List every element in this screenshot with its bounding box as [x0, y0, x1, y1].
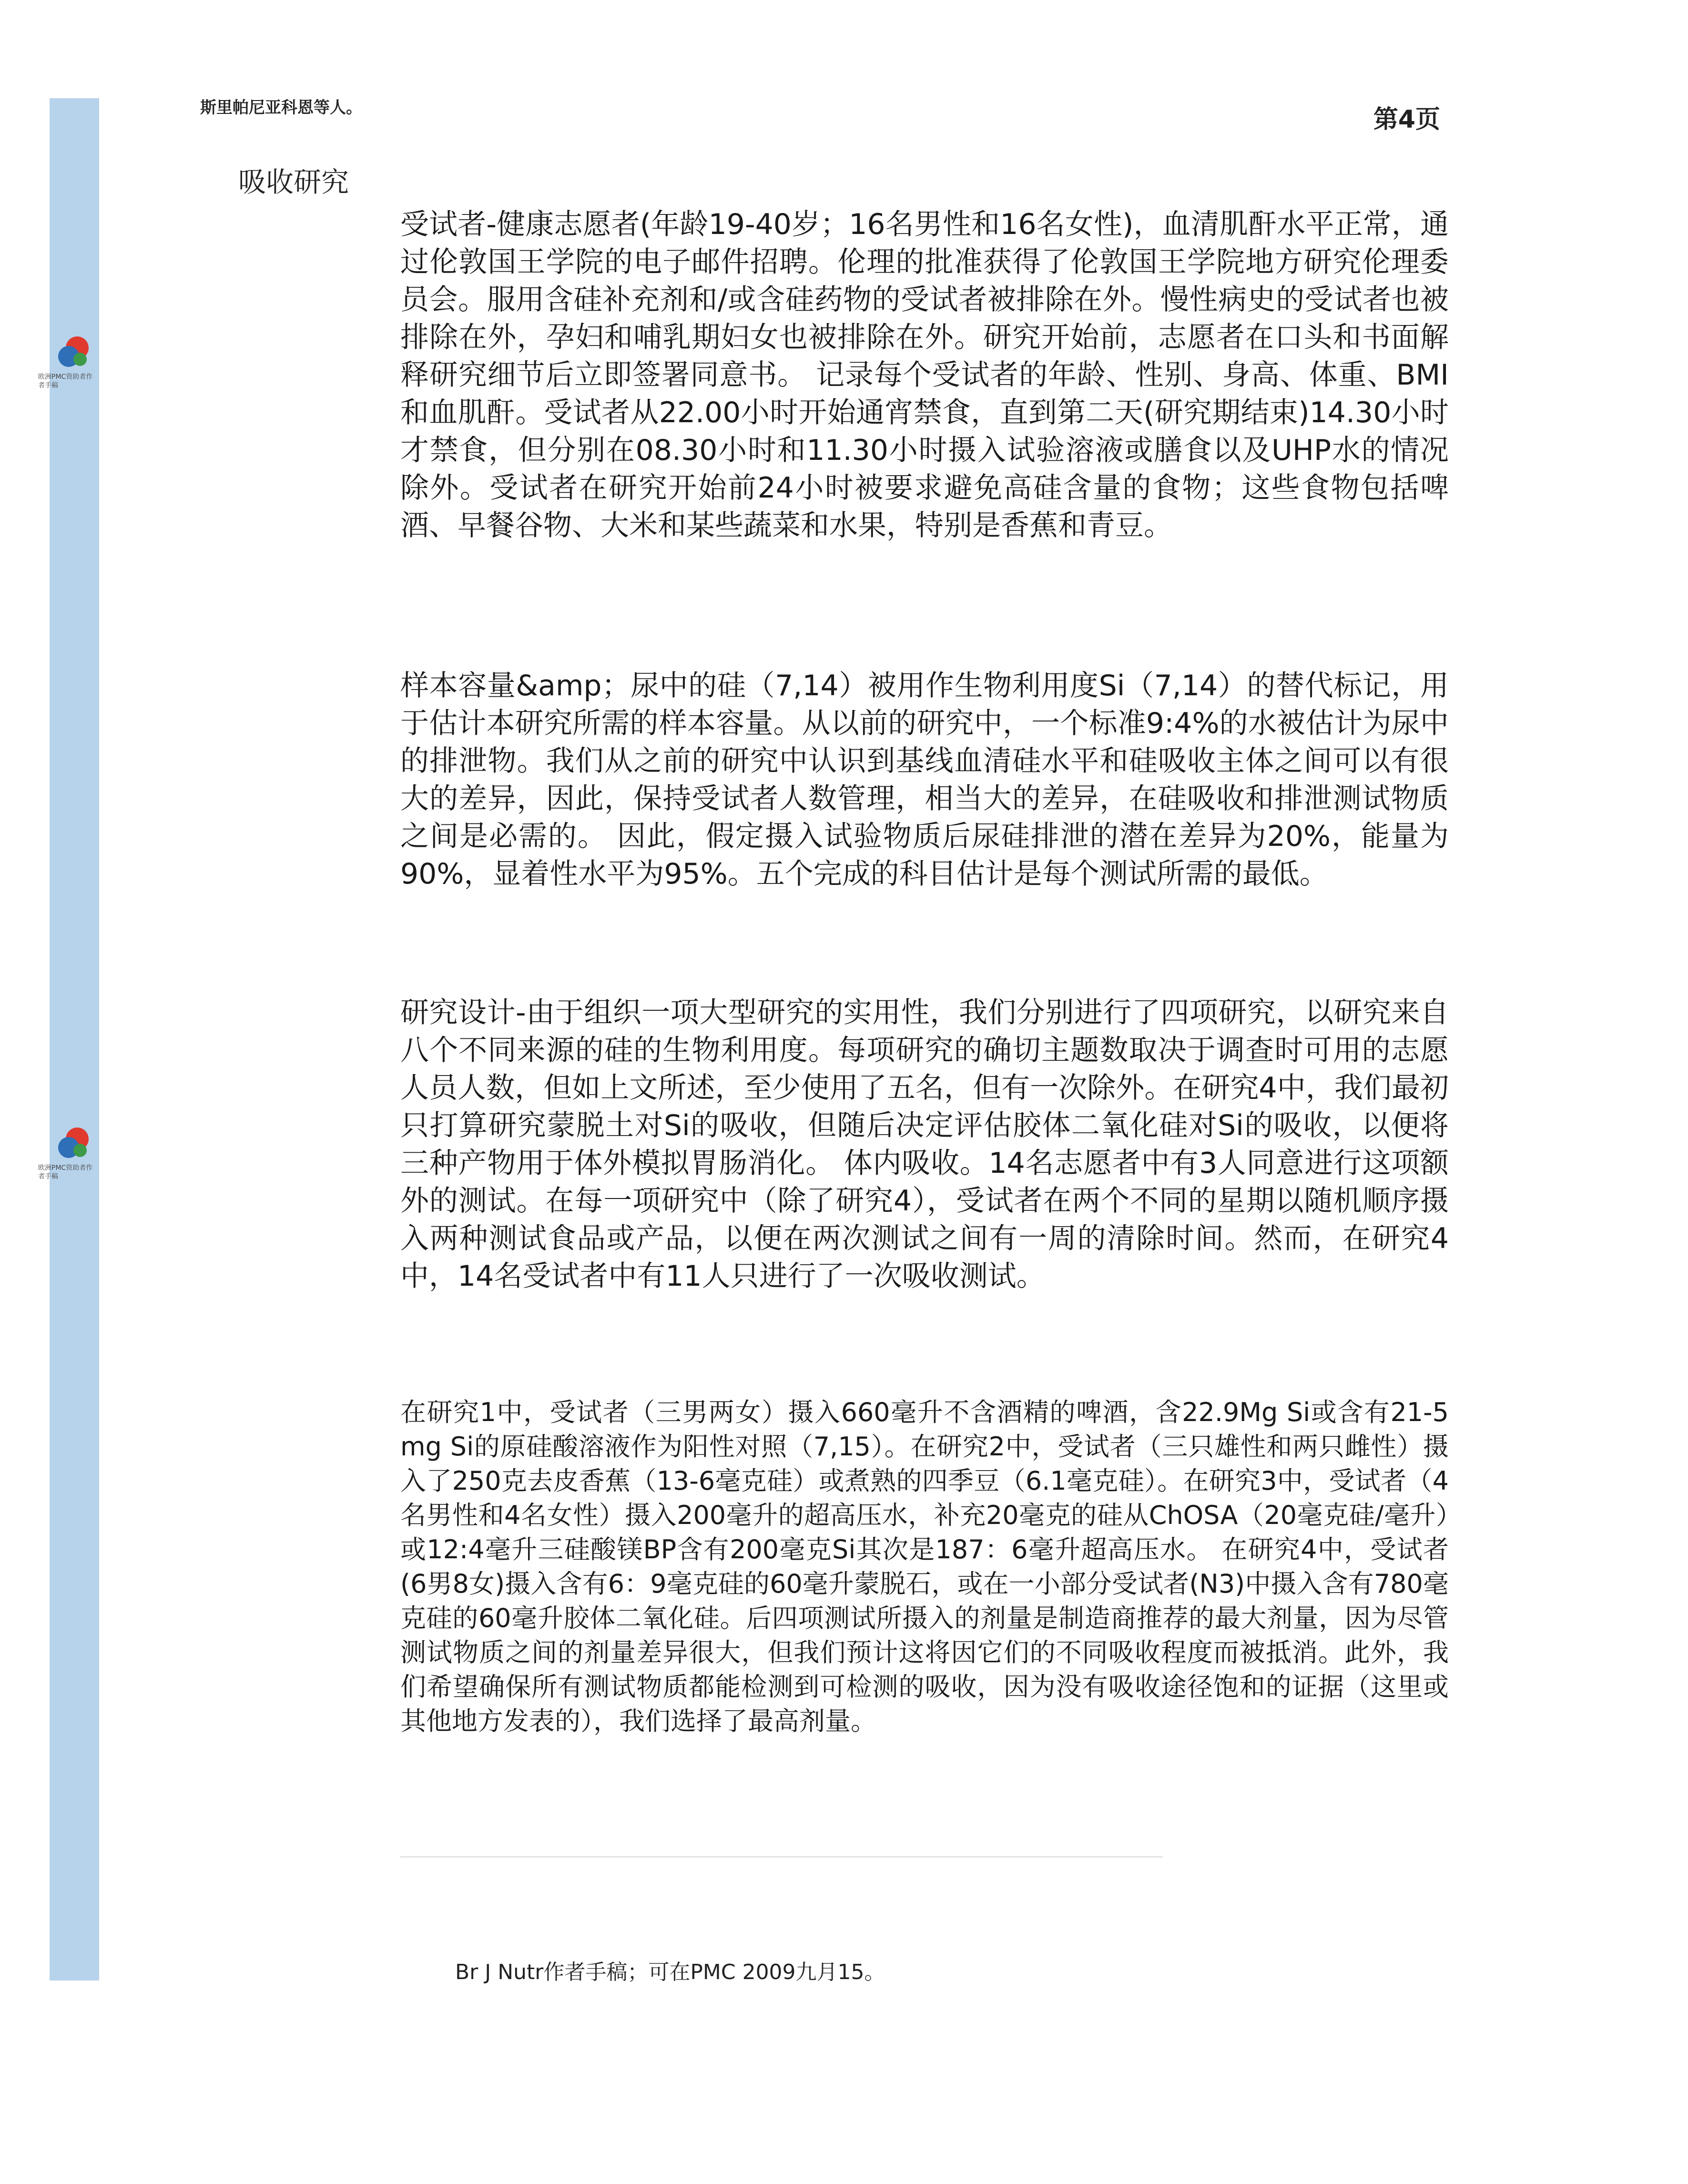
- pmc-badge-text: 欧洲PMC资助者作者手稿: [38, 1164, 93, 1180]
- section-title: 吸收研究: [238, 166, 349, 198]
- running-head: 斯里帕尼亚科恩等人。: [200, 98, 362, 117]
- paragraph-sample-size: 样本容量&amp；尿中的硅（7,14）被用作生物利用度Si（7,14）的替代标记，用于估计本研究所需的样本容量。从以前的研究中，一个标准9:4%的水被估计为尿中的排泄物。我们从之前的研究中认识到基线血清硅水平和硅吸收主体之间可以有很大的差异，因此，保持受试者人数管理，相当大的差异，在硅吸收和排泄测试物质之间是必需的。 因此，假定摄入试验物质后尿硅排泄的潜在差异为20%，能量为90%，显着性水平为95%。五个完成的科目估计是每个测试所需的最低。: [400, 669, 1449, 891]
- pmc-badge-middle: [38, 1125, 95, 1201]
- paragraph-study-procedures: 在研究1中，受试者（三男两女）摄入660毫升不含酒精的啤酒，含22.9Mg Si或含有21-5 mg Si的原硅酸溶液作为阳性对照（7,15）。在研究2中，受试者（三只雄性和两只雌性）摄入了250克去皮香蕉（13-6毫克硅）或煮熟的四季豆（6.1毫克硅）。在研究3中，受试者（4名男性和4名女性）摄入200毫升的超高压水，补充20毫克的硅从ChOSA（20毫克硅/毫升）或12:4毫升三硅酸镁BP含有200毫克Si其次是187：6毫升超高压水。 在研究4中，受试者(6男8女)摄入含有6：9毫克硅的60毫升蒙脱石，或在一小部分受试者(N3)中摄入含有780毫克硅的60毫升胶体二氧化硅。后四项测试所摄入的剂量是制造商推荐的最大剂量，因为尽管测试物质之间的剂量差异很大，但我们预计这将因它们的不同吸收程度而被抵消。此外，我们希望确保所有测试物质都能检测到可检测的吸收，因为没有吸收途径饱和的证据（这里或其他地方发表的），我们选择了最高剂量。: [400, 1397, 1449, 1736]
- pmc-badge-text: 欧洲PMC资助者作者手稿: [38, 373, 93, 389]
- europe-pmc-logo-icon: [54, 1125, 92, 1163]
- footer-divider: [400, 1856, 1163, 1858]
- page-number: 第4页: [1373, 105, 1440, 134]
- paragraph-subjects: 受试者-健康志愿者(年龄19-40岁；16名男性和16名女性)，血清肌酐水平正常，通过伦敦国王学院的电子邮件招聘。伦理的批准获得了伦敦国王学院地方研究伦理委员会。服用含硅补充剂和/或含硅药物的受试者被排除在外。慢性病史的受试者也被排除在外，孕妇和哺乳期妇女也被排除在外。研究开始前，志愿者在口头和书面解释研究细节后立即签署同意书。 记录每个受试者的年龄、性别、身高、体重、BMI和血肌酐。受试者从22.00小时开始通宵禁食，直到第二天(研究期结束)14.30小时才禁食，但分别在08.30小时和11.30小时摄入试验溶液或膳食以及UHP水的情况除外。受试者在研究开始前24小时被要求避免高硅含量的食物；这些食物包括啤酒、早餐谷物、大米和某些蔬菜和水果，特别是香蕉和青豆。: [400, 208, 1449, 542]
- footer-citation: Br J Nutr作者手稿；可在PMC 2009九月15。: [455, 1960, 885, 1984]
- pmc-badge-top: [38, 334, 95, 410]
- paragraph-study-design: 研究设计-由于组织一项大型研究的实用性，我们分别进行了四项研究，以研究来自八个不同来源的硅的生物利用度。每项研究的确切主题数取决于调查时可用的志愿人员人数，但如上文所述，至少使用了五名，但有一次除外。在研究4中，我们最初只打算研究蒙脱土对Si的吸收，但随后决定评估胶体二氧化硅对Si的吸收，以便将三种产物用于体外模拟胃肠消化。 体内吸收。14名志愿者中有3人同意进行这项额外的测试。在每一项研究中（除了研究4），受试者在两个不同的星期以随机顺序摄入两种测试食品或产品，以便在两次测试之间有一周的清除时间。然而，在研究4中，14名受试者中有11人只进行了一次吸收测试。: [400, 996, 1449, 1293]
- europe-pmc-logo-icon: [54, 334, 92, 372]
